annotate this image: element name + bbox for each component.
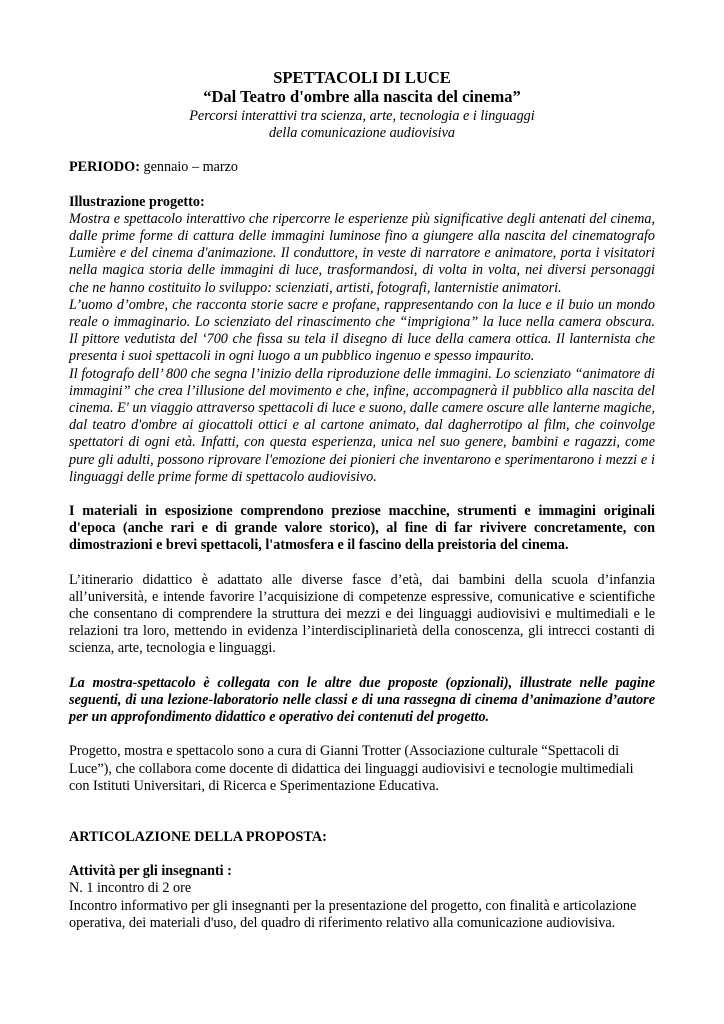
document-subtitle: “Dal Teatro d'ombre alla nascita del cinema” [203, 87, 521, 106]
periodo-line [69, 159, 655, 176]
periodo-value: gennaio – marzo [139, 159, 239, 176]
materiali-paragraph: I materiali in esposizione comprendono preziose macchine, strumenti e immagini originali d'epoca (anche rari e di grande valore storico), al fine di far rivivere concretamente, con dimostrazioni e brevi spettacoli, l'atmosfera e il fascino della preistoria del cinema. [69, 503, 655, 554]
document-title: SPETTACOLI DI LUCE [273, 68, 451, 87]
mostra-collegata-paragraph: La mostra-spettacolo è collegata con le altre due proposte (opzionali), illustrate nelle pagine seguenti, di una lezione-laboratorio nelle classi e di una rassegna di cinema d’animazione d’autore per un approfondimento didattico e operativo dei contenuti del progetto. [69, 674, 655, 726]
attivita-insegnanti-heading: Attività per gli insegnanti : [69, 863, 232, 880]
illustrazione-paragraph-1: Mostra e spettacolo interattivo che ripercorre le esperienze più significative degli antenati del cinema, dalle prime forme di cattura delle immagini luminose fino a giungere alla nascita del cinematografo Lumière e del cinema d'animazione. Il conduttore, in veste di narratore e animatore, porta i visitatori nella magica storia delle immagini di luce, trasformandosi, di volta in volta, nei diversi personaggi che ne hanno costituito lo sviluppo: scienziati, artisti, fotografi, lanternistie animatori. [69, 210, 655, 296]
illustrazione-heading: Illustrazione progetto: [69, 193, 205, 210]
illustrazione-paragraph-3: Il fotografo dell’ 800 che segna l’inizio della riproduzione delle immagini. Lo scienziato “animatore di immagini” che crea l’illusione del movimento e che, infine, accompagnerà il pubblico alla nascita del cinema. E' un viaggio attraverso spettacoli di luce e suono, dalle camere oscure alle lanterne magiche, dal teatro d'ombre ai giocattoli ottici e al cartone animato, dal dagherrotipo al film, che coinvolge spettatori di ogni età. Infatti, con questa esperienza, unica nel suo genere, bambini e ragazzi, come pure gli adulti, possono riprovare l'emozione dei pionieri che inventarono e sperimentarono i mezzi e i linguaggi delle prime forme di spettacolo audiovisivo. [69, 365, 655, 485]
document-tagline-line-2: della comunicazione audiovisiva [269, 125, 455, 142]
itinerario-paragraph: L’itinerario didattico è adattato alle diverse fasce d’età, dai bambini della scuola d’infanzia all’università, e intende favorire l’acquisizione di competenze espressive, comunicative e scientifiche che consentano di comprendere la struttura dei mezzi e dei linguaggi audiovisivi e multimediali e le relazioni tra loro, mettendo in evidenza l’interdisciplinarietà della conoscenza, gli intrecci costanti di scienza, arte, tecnologia e linguaggi. [69, 571, 655, 657]
articolazione-heading: ARTICOLAZIONE DELLA PROPOSTA: [69, 828, 327, 845]
illustrazione-paragraph-2: L’uomo d’ombre, che racconta storie sacre e profane, rappresentando con la luce e il buio un mondo reale o immaginario. Lo scienziato del rinascimento che “imprigiona” la luce nella camera obscura. Il pittore vedutista del ‘700 che fissa su tela il disegno di luce della camera ottica. Il lanternista che presenta i suoi spettacoli in ogni luogo a un pubblico ingenuo e spesso impaurito. [69, 296, 655, 365]
attivita-insegnanti-count: N. 1 incontro di 2 ore [69, 880, 192, 897]
document-header [69, 68, 655, 142]
document-page [69, 68, 655, 932]
document-tagline-line-1: Percorsi interattivi tra scienza, arte, tecnologia e i linguaggi [189, 108, 535, 124]
periodo-label: PERIODO: [69, 159, 140, 176]
attivita-insegnanti-text: Incontro informativo per gli insegnanti per la presentazione del progetto, con finalità e articolazione operativa, dei materiali d'uso, del quadro di riferimento relativo alla comunicazione audiovisiva. [69, 897, 637, 931]
cura-paragraph: Progetto, mostra e spettacolo sono a cura di Gianni Trotter (Associazione culturale “Spettacoli di Luce”), che collabora come docente di didattica dei linguaggi audiovisivi e tecnologie multimediali con Istituti Universitari, di Ricerca e Sperimentazione Educativa. [69, 743, 634, 794]
